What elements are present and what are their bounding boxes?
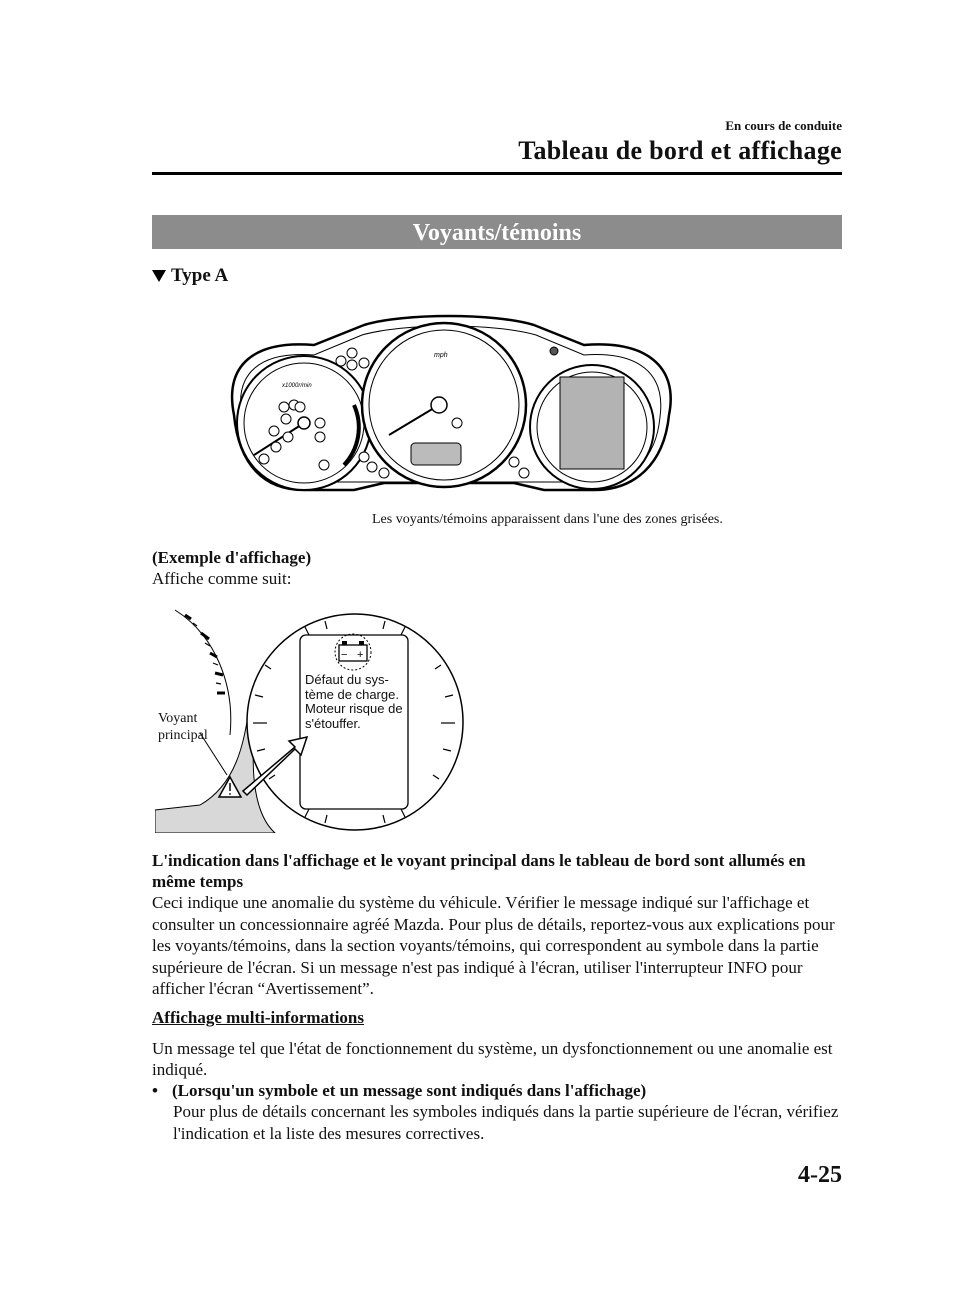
section-title: Tableau de bord et affichage	[518, 136, 842, 165]
body-paragraph-2: Un message tel que l'état de fonctionnement du système, un dysfonctionnement ou une anomalie est indiqué.	[152, 1039, 833, 1079]
bullet-text: Pour plus de détails concernant les symboles indiqués dans la partie supérieure de l'écran, vérifiez l'indication et la liste des mesures correctives.	[173, 1102, 839, 1143]
speedometer-gauge	[362, 323, 526, 487]
instrument-cluster-illustration	[214, 305, 684, 500]
label-line-1: Voyant	[158, 711, 198, 726]
bullet-icon: •	[152, 1081, 158, 1100]
figure-caption: Les voyants/témoins apparaissent dans l'une des zones grisées.	[372, 512, 723, 527]
bullet-title: (Lorsqu'un symbole et un message sont indiqués dans l'affichage)	[172, 1081, 647, 1100]
svg-text:+: +	[357, 649, 364, 661]
mph-unit-label: mph	[434, 352, 448, 359]
subheading-label: Type A	[171, 265, 229, 286]
subheading	[152, 265, 228, 287]
tachometer-gauge	[237, 356, 371, 490]
svg-text:−: −	[341, 649, 348, 661]
rpm-unit-label: x1000r/min	[282, 383, 312, 389]
header-rule	[152, 172, 842, 175]
display-grey-zone	[560, 377, 624, 469]
example-title: (Exemple d'affichage)	[152, 548, 312, 567]
label-line-2: principal	[158, 728, 208, 743]
bullet-item	[152, 1080, 852, 1101]
triangle-down-icon	[152, 270, 166, 282]
example-text: Affiche comme suit:	[152, 569, 292, 588]
body-paragraph: Ceci indique une anomalie du système du véhicule. Vérifier le message indiqué sur l'affichage et consulter un concessionnaire agréé Mazda. Pour plus de détails, reportez-vous aux explications pour les voyants/témoins, dans la section voyants/témoins, qui correspondent au symbole dans la partie supérieure de l'écran. Si un message n'est pas indiqué à l'écran, utiliser l'interrupteur INFO pour afficher l'écran “Avertissement”.	[152, 893, 835, 998]
bold-paragraph: L'indication dans l'affichage et le voyant principal dans le tableau de bord sont allumés en même temps	[152, 851, 806, 891]
master-warning-label	[158, 710, 208, 744]
page-title-banner: Voyants/témoins	[152, 215, 842, 249]
subsection-title: Affichage multi-informations	[152, 1008, 365, 1027]
section-label: En cours de conduite	[725, 118, 842, 133]
page-number: 4-25	[798, 1162, 842, 1188]
display-message: Défaut du sys- tème de charge. Moteur risque de s'étouffer.	[305, 672, 403, 731]
